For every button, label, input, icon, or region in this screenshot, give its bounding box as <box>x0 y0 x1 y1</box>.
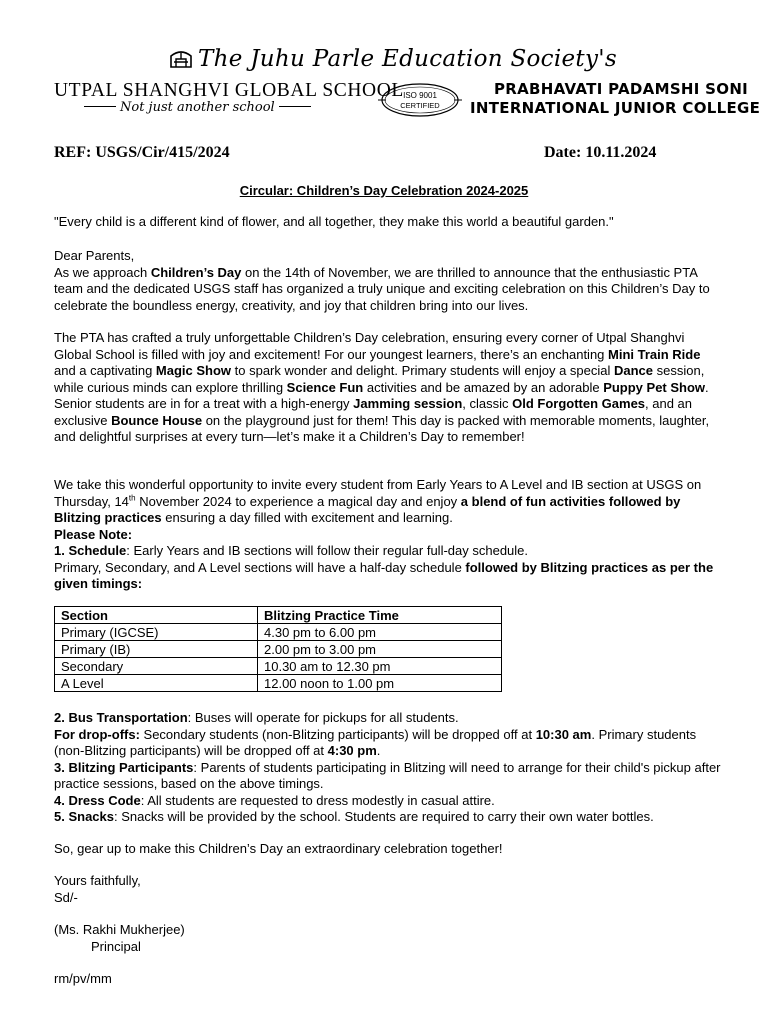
table-cell: 4.30 pm to 6.00 pm <box>258 624 502 641</box>
circular-date: Date: 10.11.2024 <box>544 144 657 161</box>
society-name-text: The Juhu Parle Education Society's <box>198 46 617 72</box>
greeting: Dear Parents, <box>54 248 135 263</box>
notes-section <box>54 710 722 826</box>
reference-initials: rm/pv/mm <box>54 971 112 986</box>
table-cell: Primary (IGCSE) <box>55 624 258 641</box>
table-row <box>55 624 502 641</box>
paragraph-3: We take this wonderful opportunity to invite every student from Early Years to A Level and IB section at USGS on Thursday, 14th November 2024 to experience a magical day and enjoy a blend of fun activities followed by Blitzing practices ensuring a day filled with excitement and learning. Please Note: 1. Schedule: Early Years and IB sections will follow their regular full-day schedule. Primary, Secondary, and A Level sections will have a half-day schedule followed by Blitzing practices as per the given timings: <box>54 477 722 593</box>
table-cell: 2.00 pm to 3.00 pm <box>258 641 502 658</box>
closing-line: So, gear up to make this Children’s Day an extraordinary celebration together! <box>54 841 503 856</box>
drop-off-note: For drop-offs: Secondary students (non-Blitzing participants) will be dropped off at 10:30 am. Primary students (non-Blitzing participants) will be dropped off at 4:30 pm. <box>54 726 697 758</box>
schedule-note: 1. Schedule: Early Years and IB sections will follow their regular full-day schedule. <box>54 543 529 558</box>
table-cell: 10.30 am to 12.30 pm <box>258 658 502 675</box>
svg-text:ISO 9001: ISO 9001 <box>403 91 437 100</box>
society-emblem-icon <box>168 47 194 69</box>
signatory <box>54 922 722 955</box>
signoff <box>54 873 722 906</box>
intro-section <box>54 248 722 314</box>
table-header-row <box>55 607 502 624</box>
society-name <box>168 46 617 72</box>
school-name: UTPAL SHANGHVI GLOBAL SCHOOL <box>54 80 404 101</box>
table-cell: Secondary <box>55 658 258 675</box>
circular-title: Circular: Children’s Day Celebration 2024-2025 <box>239 183 529 198</box>
signatory-name: (Ms. Rakhi Mukherjee) <box>54 922 185 937</box>
table-cell: A Level <box>55 675 258 692</box>
signatory-title: Principal <box>91 938 141 954</box>
blitzing-schedule-table <box>54 606 502 692</box>
paragraph-2: The PTA has crafted a truly unforgettable Children’s Day celebration, ensuring every corner of Utpal Shanghvi Global School is filled with joy and excitement! For our youngest learners, there’s an enchanting Mini Train Ride and a captivating Magic Show to spark wonder and delight. Primary students will enjoy a special Dance session, while curious minds can explore thrilling Science Fun activities and be amazed by an adorable Puppy Pet Show. Senior students are in for a treat with a high-energy Jamming session, classic Old Forgotten Games, and an exclusive Bounce House on the playground just for them! This day is packed with memorable moments, laughter, and delightful surprises at every turn—let’s make it a Children’s Day to remember! <box>54 330 710 444</box>
table-header: Blitzing Practice Time <box>258 607 502 624</box>
bus-note: 2. Bus Transportation: Buses will operate for pickups for all students. <box>54 710 459 725</box>
please-note-heading: Please Note: <box>54 526 133 542</box>
table-header: Section <box>55 607 258 624</box>
signature-sd: Sd/- <box>54 889 78 905</box>
table-cell: Primary (IB) <box>55 641 258 658</box>
table-row <box>55 675 502 692</box>
dress-code-note: 4. Dress Code: All students are requested to dress modestly in casual attire. <box>54 792 495 808</box>
table-row <box>55 641 502 658</box>
reference-number: REF: USGS/Cir/415/2024 <box>54 144 230 161</box>
table-row <box>55 658 502 675</box>
school-tagline: Not just another school <box>80 100 315 115</box>
svg-text:CERTIFIED: CERTIFIED <box>400 101 440 110</box>
blitzing-note: 3. Blitzing Participants: Parents of students participating in Blitzing will need to arrange for their child's pickup after practice sessions, based on the above timings. <box>54 759 721 791</box>
paragraph-1: As we approach Children’s Day on the 14th of November, we are thrilled to announce that the enthusiastic PTA team and the dedicated USGS staff has organized a truly unique and exciting celebration on this Children’s Day to celebrate the boundless energy, creativity, and joy that children bring into our lives. <box>54 264 710 313</box>
table-cell: 12.00 noon to 1.00 pm <box>258 675 502 692</box>
college-name: PRABHAVATI PADAMSHI SONI INTERNATIONAL JUNIOR COLLEGE <box>470 80 761 117</box>
iso-certified-badge <box>376 80 464 120</box>
schedule-note-2: Primary, Secondary, and A Level sections will have a half-day schedule followed by Blitzing practices as per the given timings: <box>54 559 714 591</box>
opening-quote: "Every child is a different kind of flower, and all together, they make this world a beautiful garden." <box>54 214 614 229</box>
yours-faithfully: Yours faithfully, <box>54 873 141 888</box>
snacks-note: 5. Snacks: Snacks will be provided by the school. Students are required to carry their own water bottles. <box>54 809 654 824</box>
